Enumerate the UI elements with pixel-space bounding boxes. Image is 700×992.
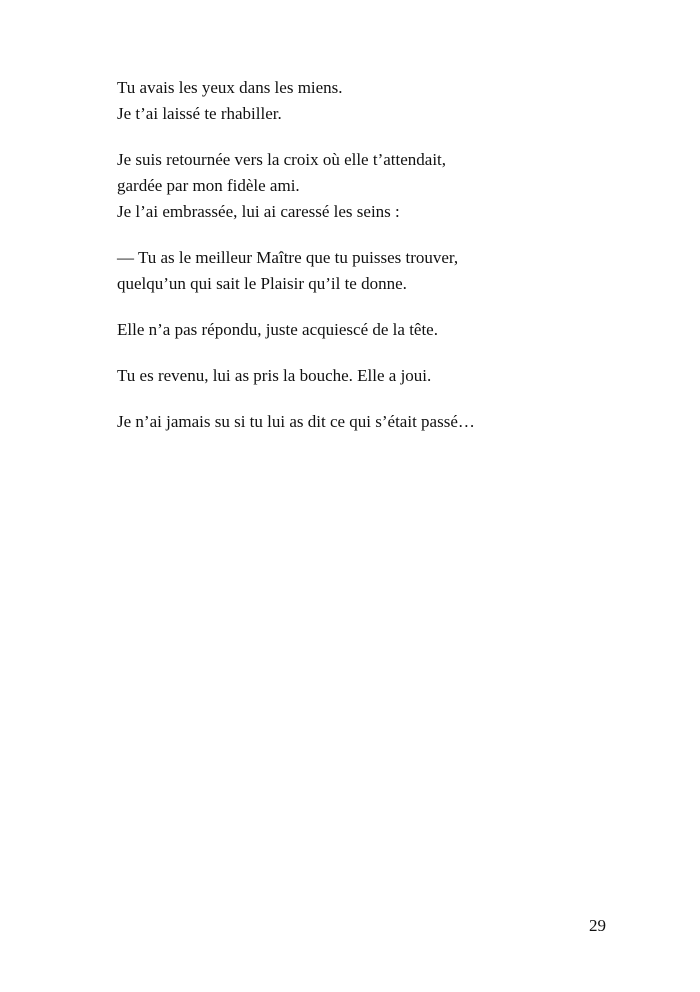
text-line: Je l’ai embrassée, lui ai caressé les seins : [117,202,400,221]
stanza [117,363,597,389]
stanza [117,245,597,297]
stanza [117,317,597,343]
page-number: 29 [589,916,606,935]
text-line: Je t’ai laissé te rhabiller. [117,104,282,123]
stanza [117,75,597,127]
stanza [117,147,597,225]
text-line: Je n’ai jamais su si tu lui as dit ce qui s’était passé… [117,412,475,431]
text-line: Tu avais les yeux dans les miens. [117,78,343,97]
text-line: — Tu as le meilleur Maître que tu puisses trouver, [117,248,459,267]
text-line: quelqu’un qui sait le Plaisir qu’il te donne. [117,274,407,293]
stanza [117,409,597,435]
text-line: Tu es revenu, lui as pris la bouche. Elle a joui. [117,366,432,385]
text-line: Je suis retournée vers la croix où elle t’attendait, [117,150,447,169]
text-line: Elle n’a pas répondu, juste acquiescé de la tête. [117,320,438,339]
poem-text [117,75,597,455]
text-line: gardée par mon fidèle ami. [117,176,300,195]
